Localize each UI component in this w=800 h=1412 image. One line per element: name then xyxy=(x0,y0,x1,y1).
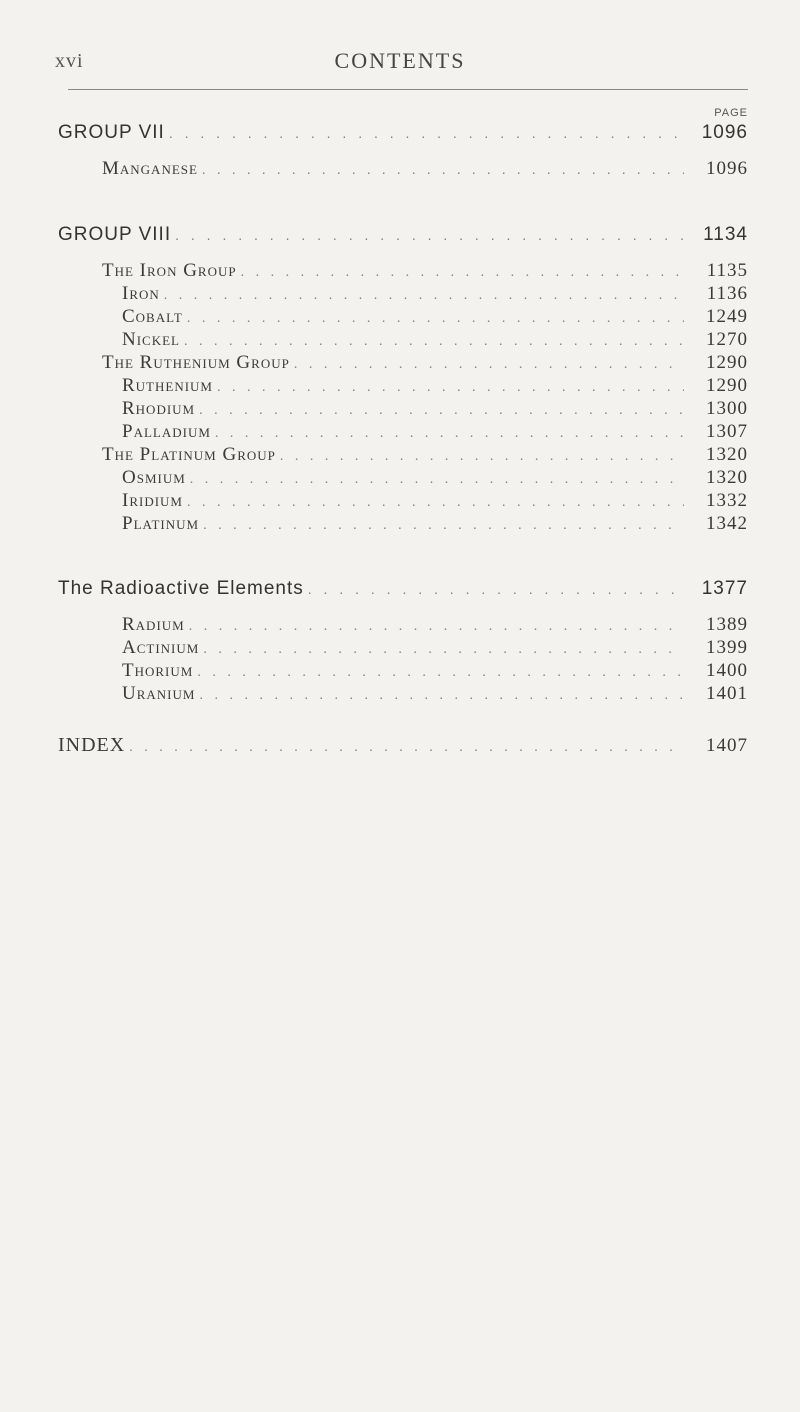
entry-page: 1290 xyxy=(706,375,748,396)
toc-entry-rhodium[interactable] xyxy=(122,398,748,420)
entry-page: 1300 xyxy=(706,398,748,419)
entry-label: Nickel xyxy=(122,329,180,350)
toc-entry-platinum[interactable] xyxy=(122,513,748,535)
entry-label: The Radioactive Elements xyxy=(58,578,304,599)
entry-page: 1377 xyxy=(701,578,748,599)
toc-entry-iron-group[interactable] xyxy=(102,260,748,282)
leader-dots xyxy=(215,426,684,442)
entry-page: 1270 xyxy=(706,329,748,350)
toc-entry-palladium[interactable] xyxy=(122,421,748,443)
entry-page: 1096 xyxy=(701,122,748,143)
leader-dots xyxy=(280,449,684,465)
leader-dots xyxy=(199,403,684,419)
toc-entry-ruthenium-group[interactable] xyxy=(102,352,748,374)
leader-dots xyxy=(294,357,684,373)
leader-dots xyxy=(197,665,684,681)
entry-page: 1342 xyxy=(706,513,748,534)
entry-page: 1389 xyxy=(706,614,748,635)
entry-label: Iridium xyxy=(122,490,183,511)
entry-label: GROUP VII xyxy=(58,122,165,143)
leader-dots xyxy=(175,227,684,243)
toc-entry-actinium[interactable] xyxy=(122,637,748,659)
leader-dots xyxy=(129,740,684,756)
toc-entry-cobalt[interactable] xyxy=(122,306,748,328)
entry-page: 1332 xyxy=(706,490,748,511)
toc-entry-iridium[interactable] xyxy=(122,490,748,512)
leader-dots xyxy=(164,288,684,304)
header-rule xyxy=(68,89,748,90)
entry-page: 1307 xyxy=(706,421,748,442)
entry-label: Uranium xyxy=(122,683,196,704)
entry-label: Manganese xyxy=(102,158,198,179)
toc-entry-ruthenium[interactable] xyxy=(122,375,748,397)
leader-dots xyxy=(308,581,684,597)
toc-entry-radioactive-elements[interactable] xyxy=(58,578,748,600)
leader-dots xyxy=(190,472,684,488)
page-title: CONTENTS xyxy=(334,48,466,73)
entry-label: Radium xyxy=(122,614,185,635)
toc-entry-manganese[interactable] xyxy=(102,158,748,180)
entry-label: The Platinum Group xyxy=(102,444,276,465)
toc-entry-group-vii[interactable] xyxy=(58,122,748,144)
leader-dots xyxy=(241,265,684,281)
toc-entry-nickel[interactable] xyxy=(122,329,748,351)
entry-label: The Iron Group xyxy=(102,260,237,281)
entry-label: Thorium xyxy=(122,660,194,681)
toc-entry-thorium[interactable] xyxy=(122,660,748,682)
entry-label: Palladium xyxy=(122,421,211,442)
entry-label: INDEX xyxy=(58,734,126,756)
entry-label: Platinum xyxy=(122,513,200,534)
toc-entry-index[interactable] xyxy=(58,734,748,757)
leader-dots xyxy=(203,518,684,534)
page-number: xvi xyxy=(55,50,84,72)
entry-page: 1399 xyxy=(706,637,748,658)
entry-label: GROUP VIII xyxy=(58,224,172,245)
entry-page: 1135 xyxy=(706,260,748,281)
entry-page: 1249 xyxy=(706,306,748,327)
entry-page: 1096 xyxy=(706,158,748,179)
entry-label: Rhodium xyxy=(122,398,196,419)
entry-page: 1134 xyxy=(703,224,748,245)
entry-label: Osmium xyxy=(122,467,186,488)
leader-dots xyxy=(184,334,684,350)
leader-dots xyxy=(187,495,684,511)
entry-page: 1407 xyxy=(706,735,748,756)
leader-dots xyxy=(169,125,684,141)
toc-entry-radium[interactable] xyxy=(122,614,748,636)
entry-page: 1400 xyxy=(706,660,748,681)
entry-page: 1320 xyxy=(706,444,748,465)
toc-entry-osmium[interactable] xyxy=(122,467,748,489)
entry-page: 1401 xyxy=(706,683,748,704)
toc-entry-group-viii[interactable] xyxy=(58,224,748,246)
leader-dots xyxy=(203,642,684,658)
leader-dots xyxy=(217,380,684,396)
entry-label: Actinium xyxy=(122,637,200,658)
leader-dots xyxy=(202,163,684,179)
entry-label: Ruthenium xyxy=(122,375,213,396)
entry-label: Iron xyxy=(122,283,160,304)
entry-page: 1320 xyxy=(706,467,748,488)
toc-entry-uranium[interactable] xyxy=(122,683,748,705)
entry-label: The Ruthenium Group xyxy=(102,352,290,373)
leader-dots xyxy=(189,619,684,635)
leader-dots xyxy=(199,688,684,704)
toc-entry-iron[interactable] xyxy=(122,283,748,305)
page-column-label: PAGE xyxy=(714,107,748,119)
entry-page: 1136 xyxy=(706,283,748,304)
leader-dots xyxy=(187,311,684,327)
toc-entry-platinum-group[interactable] xyxy=(102,444,748,466)
entry-page: 1290 xyxy=(706,352,748,373)
entry-label: Cobalt xyxy=(122,306,183,327)
